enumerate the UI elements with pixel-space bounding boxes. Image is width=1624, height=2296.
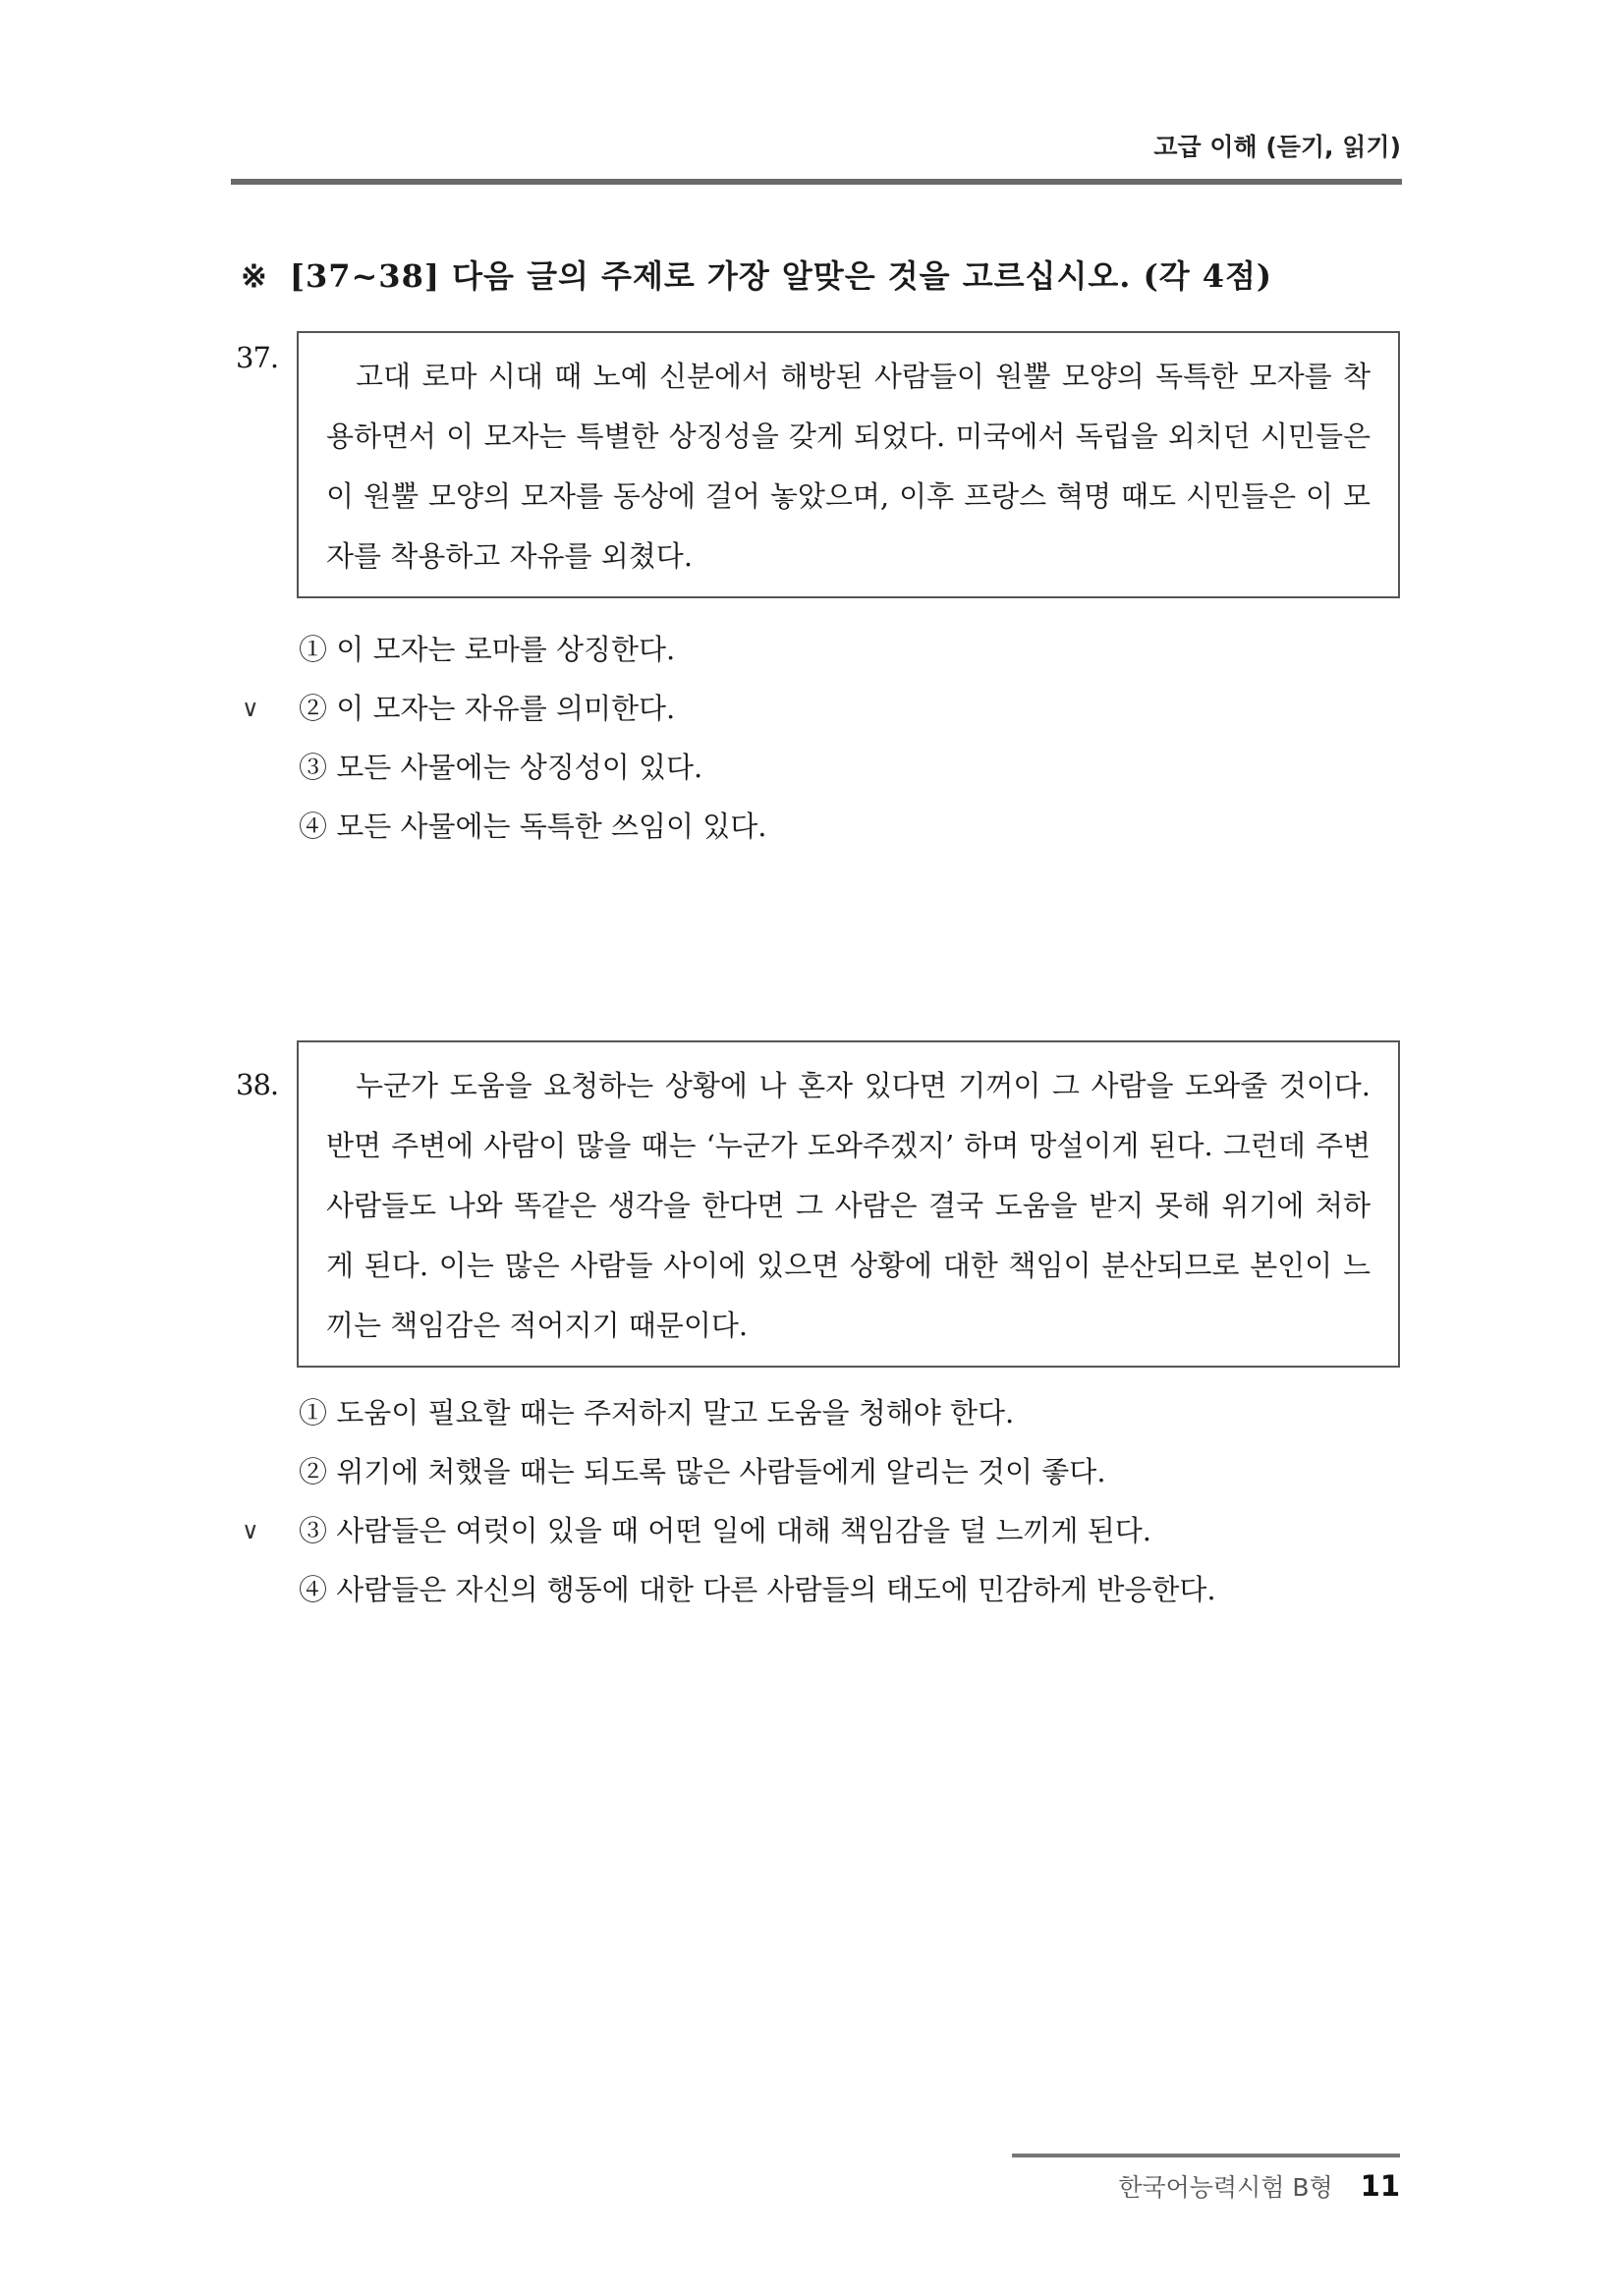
question-37-choices	[242, 620, 1401, 856]
question-38-choices	[242, 1383, 1401, 1619]
choice-item[interactable]	[242, 1383, 1401, 1442]
choice-item[interactable]	[242, 620, 1401, 679]
footer-rule	[1012, 2154, 1400, 2157]
question-37-number: 37.	[236, 341, 279, 374]
choice-text: ② 위기에 처했을 때는 되도록 많은 사람들에게 알리는 것이 좋다.	[299, 1455, 1106, 1488]
question-38-number: 38.	[236, 1068, 279, 1101]
answer-check-mark: ∨	[242, 695, 259, 722]
question-38-passage: 누군가 도움을 요청하는 상황에 나 혼자 있다면 기꺼이 그 사람을 도와줄 것이다. 반면 주변에 사람이 많을 때는 ‘누군가 도와주겠지’ 하며 망설이게 된다. 그런데 주변 사람들도 나와 똑같은 생각을 한다면 그 사람은 결국 도움을 받지 못해 위기에 처하게 된다. 이는 많은 사람들 사이에 있으면 상황에 대한 책임이 분산되므로 본인이 느끼는 책임감은 적어지기 때문이다.	[326, 1069, 1371, 1342]
choice-item[interactable]	[242, 738, 1401, 797]
reference-mark: ※	[241, 257, 268, 295]
choice-item[interactable]	[242, 679, 1401, 738]
instruction	[241, 252, 1272, 297]
choice-item[interactable]	[242, 1560, 1401, 1619]
footer	[1118, 2168, 1400, 2204]
header-rule	[231, 179, 1402, 185]
choice-item[interactable]	[242, 1501, 1401, 1560]
choice-item[interactable]	[242, 797, 1401, 856]
choice-text: ④ 모든 사물에는 독특한 쓰임이 있다.	[299, 810, 767, 843]
choice-text: ③ 모든 사물에는 상징성이 있다.	[299, 751, 703, 784]
choice-text: ③ 사람들은 여럿이 있을 때 어떤 일에 대해 책임감을 덜 느끼게 된다.	[299, 1514, 1151, 1547]
choice-text: ② 이 모자는 자유를 의미한다.	[299, 692, 676, 725]
choice-text: ④ 사람들은 자신의 행동에 대한 다른 사람들의 태도에 민감하게 반응한다.	[299, 1573, 1216, 1606]
choice-item[interactable]	[242, 1442, 1401, 1501]
exam-name: 한국어능력시험 B형	[1118, 2173, 1333, 2202]
question-37-passage: 고대 로마 시대 때 노예 신분에서 해방된 사람들이 원뿔 모양의 독특한 모자를 착용하면서 이 모자는 특별한 상징성을 갖게 되었다. 미국에서 독립을 외치던 시민들은 이 원뿔 모양의 모자를 동상에 걸어 놓았으며, 이후 프랑스 혁명 때도 시민들은 이 모자를 착용하고 자유를 외쳤다.	[326, 360, 1371, 573]
question-37-passage-box	[297, 331, 1400, 598]
header-section-label: 고급 이해 (듣기, 읽기)	[1153, 133, 1401, 161]
choice-text: ① 도움이 필요할 때는 주저하지 말고 도움을 청해야 한다.	[299, 1396, 1015, 1429]
choice-text: ① 이 모자는 로마를 상징한다.	[299, 633, 676, 666]
page-number: 11	[1360, 2169, 1400, 2203]
instruction-text: [37~38] 다음 글의 주제로 가장 알맞은 것을 고르십시오. (각 4점)	[289, 257, 1273, 295]
answer-check-mark: ∨	[242, 1517, 259, 1544]
question-38-passage-box	[297, 1040, 1400, 1368]
